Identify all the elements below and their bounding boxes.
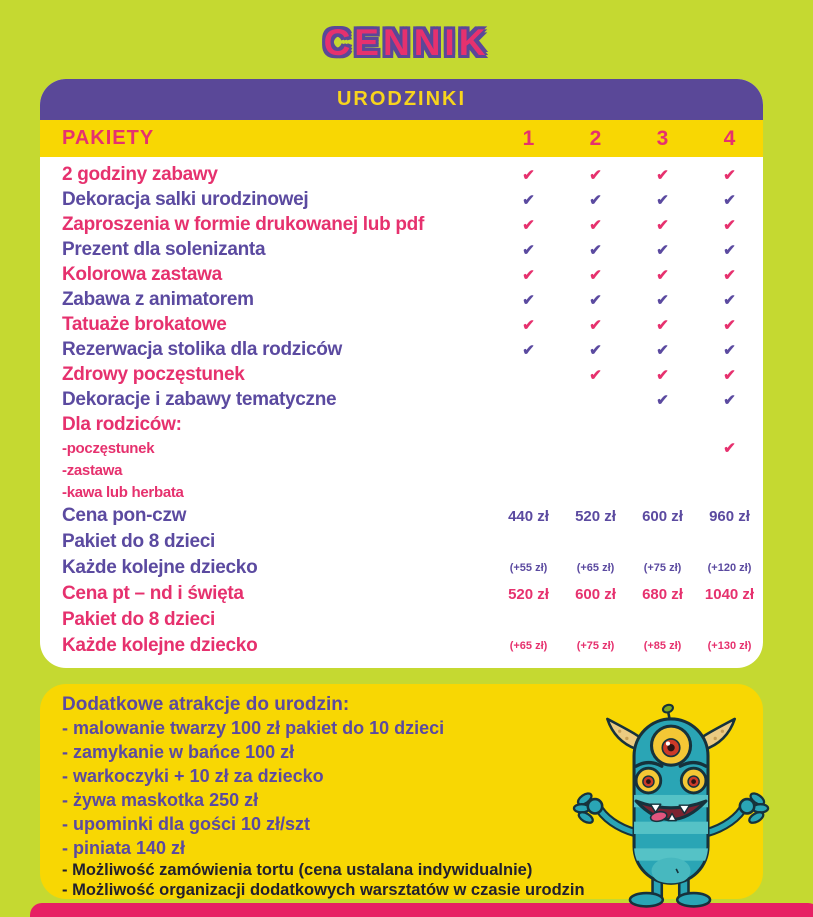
check-cell: ✔ [589, 316, 602, 334]
check-cell: ✔ [723, 366, 736, 384]
extras-note: - Możliwość zamówienia tortu (cena ustalana indywidualnie) [62, 861, 533, 879]
pricing-row [62, 581, 763, 607]
extras-note: - Możliwość organizacji dodatkowych warsztatów w czasie urodzin [62, 881, 585, 899]
pricing-row [62, 529, 763, 555]
check-cell: ✔ [522, 166, 535, 184]
check-cell: ✔ [723, 316, 736, 334]
column-1-header: 1 [522, 126, 535, 150]
check-cell: ✔ [522, 216, 535, 234]
column-4-header: 4 [723, 126, 736, 150]
check-cell: ✔ [522, 316, 535, 334]
pricing-row [62, 503, 763, 529]
pricing-label: Cena pt – nd i święta [62, 583, 244, 604]
pricing-row [62, 633, 763, 659]
price-cell: 520 zł [575, 507, 616, 525]
check-cell: ✔ [656, 366, 669, 384]
pricing-row [62, 555, 763, 581]
pricing-label: Cena pon-czw [62, 505, 187, 526]
table-row [62, 387, 763, 412]
check-cell: ✔ [589, 216, 602, 234]
price-cell: (+65 zł) [509, 640, 548, 652]
table-subrow [62, 459, 763, 481]
extras-item: - malowanie twarzy 100 zł pakiet do 10 dzieci [62, 718, 445, 738]
row-label: Prezent dla solenizanta [62, 238, 266, 260]
price-cell: (+65 zł) [576, 562, 615, 574]
check-cell: ✔ [522, 191, 535, 209]
check-cell: ✔ [723, 166, 736, 184]
page-title: CENNIK [323, 22, 490, 63]
row-label: -poczęstunek [62, 439, 155, 457]
check-cell: ✔ [589, 366, 602, 384]
pricing-label: Każde kolejne dziecko [62, 635, 258, 656]
table-row [62, 412, 763, 437]
extras-title: Dodatkowe atrakcje do urodzin: [62, 694, 350, 715]
extras-item: - warkoczyki + 10 zł za dziecko [62, 766, 324, 786]
price-cell: 960 zł [709, 507, 750, 525]
row-label: Dekoracja salki urodzinowej [62, 188, 309, 210]
check-cell: ✔ [589, 266, 602, 284]
price-cell: 520 zł [508, 585, 549, 603]
price-cell: 440 zł [508, 507, 549, 525]
check-cell: ✔ [656, 316, 669, 334]
check-cell: ✔ [589, 166, 602, 184]
check-cell: ✔ [589, 341, 602, 359]
price-cell: (+75 zł) [643, 562, 682, 574]
pricing-row [62, 607, 763, 633]
row-label: 2 godziny zabawy [62, 163, 218, 185]
table-row [62, 212, 763, 237]
three-eyed-monster-icon [570, 684, 770, 910]
check-cell: ✔ [656, 341, 669, 359]
row-label: Tatuaże brokatowe [62, 313, 227, 335]
extras-item: - zamykanie w bańce 100 zł [62, 742, 295, 762]
price-cell: (+120 zł) [707, 562, 752, 574]
check-cell: ✔ [723, 391, 736, 409]
table-row [62, 162, 763, 187]
table-header-row [40, 120, 763, 157]
price-cell: (+75 zł) [576, 640, 615, 652]
table-subrow [62, 437, 763, 459]
table-row [62, 337, 763, 362]
row-label: Zabawa z animatorem [62, 288, 254, 310]
check-cell: ✔ [522, 266, 535, 284]
check-cell: ✔ [656, 291, 669, 309]
pricing-label: Pakiet do 8 dzieci [62, 609, 215, 630]
row-label: -kawa lub herbata [62, 483, 184, 501]
check-cell: ✔ [589, 291, 602, 309]
check-cell: ✔ [723, 266, 736, 284]
table-row [62, 362, 763, 387]
check-cell: ✔ [522, 341, 535, 359]
check-cell: ✔ [723, 440, 736, 457]
price-cell: 600 zł [575, 585, 616, 603]
row-label: Zaproszenia w formie drukowanej lub pdf [62, 213, 425, 235]
extras-item: - piniata 140 zł [62, 838, 186, 858]
row-label: Rezerwacja stolika dla rodziców [62, 338, 343, 360]
extras-item: - żywa maskotka 250 zł [62, 790, 259, 810]
packages-table-body [40, 157, 763, 659]
price-cell: 600 zł [642, 507, 683, 525]
row-label: Dekoracje i zabawy tematyczne [62, 388, 337, 410]
column-2-header: 2 [589, 126, 602, 150]
table-row [62, 237, 763, 262]
price-cell: (+130 zł) [707, 640, 752, 652]
section-title: URODZINKI [336, 88, 467, 110]
row-label: Zdrowy poczęstunek [62, 363, 245, 385]
check-cell: ✔ [723, 191, 736, 209]
column-3-header: 3 [656, 126, 669, 150]
table-row [62, 187, 763, 212]
check-cell: ✔ [589, 191, 602, 209]
check-cell: ✔ [723, 216, 736, 234]
table-row [62, 262, 763, 287]
check-cell: ✔ [656, 166, 669, 184]
packages-card [40, 79, 763, 668]
check-cell: ✔ [522, 291, 535, 309]
section-header [40, 79, 763, 120]
check-cell: ✔ [656, 391, 669, 409]
check-cell: ✔ [656, 216, 669, 234]
check-cell: ✔ [589, 241, 602, 259]
check-cell: ✔ [522, 241, 535, 259]
table-row [62, 287, 763, 312]
row-label: Dla rodziców: [62, 413, 182, 435]
check-cell: ✔ [723, 341, 736, 359]
table-row [62, 312, 763, 337]
extras-item: - upominki dla gości 10 zł/szt [62, 814, 311, 834]
table-subrow [62, 481, 763, 503]
price-cell: 680 zł [642, 585, 683, 603]
check-cell: ✔ [656, 191, 669, 209]
price-cell: (+85 zł) [643, 640, 682, 652]
check-cell: ✔ [656, 241, 669, 259]
check-cell: ✔ [656, 266, 669, 284]
price-cell: (+55 zł) [509, 562, 548, 574]
price-cell: 1040 zł [704, 585, 755, 603]
pricing-label: Pakiet do 8 dzieci [62, 531, 215, 552]
check-cell: ✔ [723, 241, 736, 259]
row-label: -zastawa [62, 461, 123, 479]
row-label: Kolorowa zastawa [62, 263, 222, 285]
packages-header-label: PAKIETY [62, 127, 155, 149]
check-cell: ✔ [723, 291, 736, 309]
pricing-label: Każde kolejne dziecko [62, 557, 258, 578]
